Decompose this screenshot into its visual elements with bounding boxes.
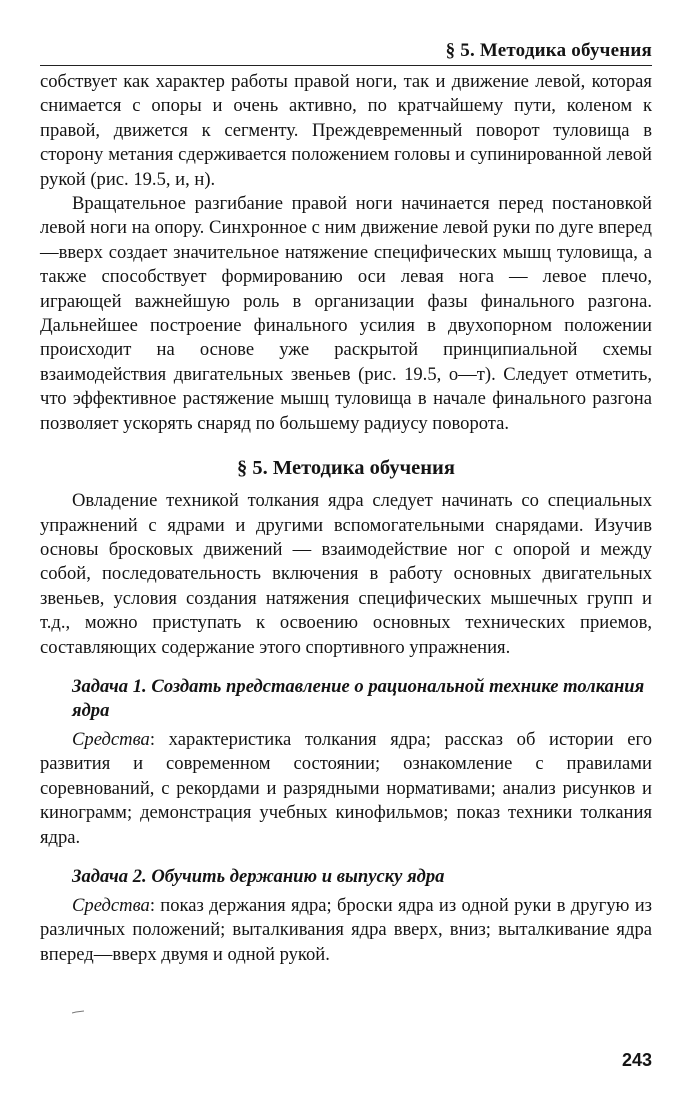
page-number: 243 bbox=[621, 1050, 652, 1070]
scan-speck-mark bbox=[72, 1010, 84, 1014]
book-page bbox=[40, 40, 652, 967]
task-1-means bbox=[40, 728, 652, 850]
task-1-means-text: : характеристика толкания ядра; рассказ об истории его развития и современном состоянии; ознакомление с правилами соревнований, с рекордами и разрядными нормативами; анализ рисунков и кинограмм; демонстрация учебных кинофильмов; показ техники толкания ядра. bbox=[40, 728, 652, 848]
task-2-title: Задача 2. Обучить держанию и выпуску ядра bbox=[72, 865, 445, 887]
paragraph-continued: собствует как характер работы правой ноги, так и движение левой, которая снимается с опоры и очень активно, по кратчайшему пути, коленом к правой, движется к сегменту. Преждевременный поворот туловища в сторону метания сдерживается положением головы и супинированной левой рукой (рис. 19.5, и, н). bbox=[40, 71, 652, 190]
task-2-means bbox=[40, 894, 652, 967]
task-2-means-label: Средства bbox=[72, 894, 150, 916]
task-2-means-text: : показ держания ядра; броски ядра из одной руки в другую из различных положений; выталкивания ядра вверх, вниз; выталкивание ядра вперед—вверх двумя и одной рукой. bbox=[40, 894, 652, 965]
task-1-means-label: Средства bbox=[72, 728, 150, 750]
task-1-title: Задача 1. Создать представление о рациональной технике толкания ядра bbox=[72, 675, 645, 721]
paragraph-rotation: Вращательное разгибание правой ноги начинается перед постановкой левой ноги на опору. Синхронное с ним движение левой руки по дуге вперед—вверх создает значительное натяжение специфических мышц туловища, а также способствует формированию оси левая нога — левое плечо, играющей важнейшую роль в организации фазы финального разгона. Дальнейшее построение финального усилия в двухопорном положении происходит на основе уже раскрытой принципиальной схемы взаимодействия двигательных звеньев (рис. 19.5, о—т). Следует отметить, что эффективное растяжение мышц туловища в начале финального разгона позволяет ускорять снаряд по большему радиусу поворота. bbox=[40, 193, 652, 434]
section-title: § 5. Методика обучения bbox=[237, 457, 455, 480]
section-intro-paragraph: Овладение техникой толкания ядра следует начинать со специальных упражнений с ядрами и другими вспомогательными снарядами. Изучив основы бросковых движений — взаимодействие ног с опорой и между собой, последовательность включения в работу основных двигательных звеньев, условия создания натяжения специфических мышечных групп и т.д., можно приступать к освоению основных технических приемов, составляющих содержание этого спортивного упражнения. bbox=[40, 490, 652, 658]
running-head: § 5. Методика обучения bbox=[40, 40, 652, 66]
